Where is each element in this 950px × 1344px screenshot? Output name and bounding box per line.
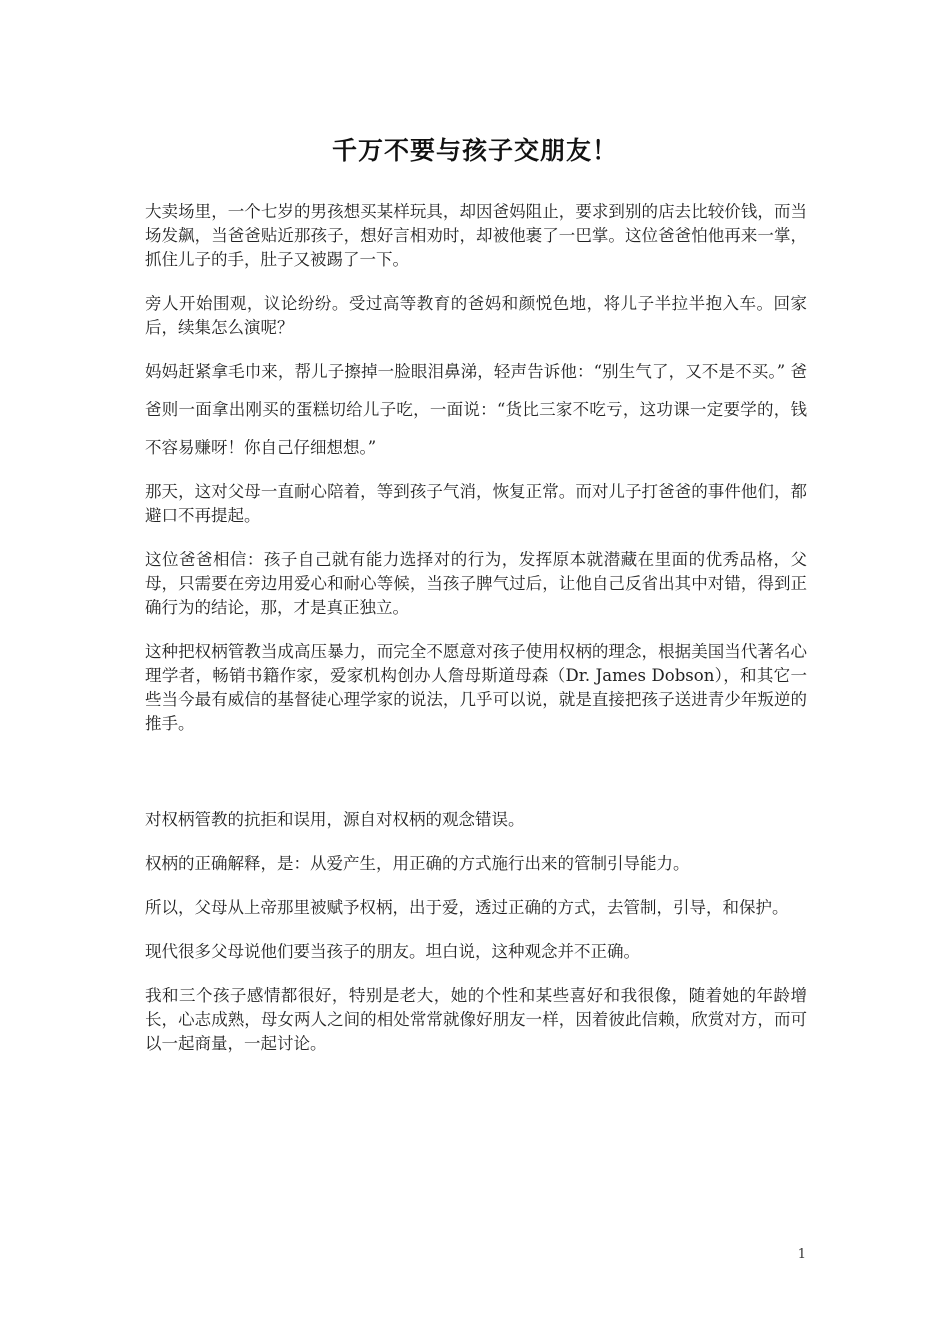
blank-line — [145, 756, 807, 808]
page-number: 1 — [797, 1247, 806, 1262]
paragraph: 这位爸爸相信：孩子自己就有能力选择对的行为，发挥原本就潜藏在里面的优秀品格，父母，只需要在旁边用爱心和耐心等候，当孩子脾气过后，让他自己反省出其中对错，得到正确行为的结论，那，才是真正独立。 — [145, 550, 807, 617]
document-title: 千万不要与孩子交朋友！ — [331, 136, 618, 165]
paragraph: 妈妈赶紧拿毛巾来，帮儿子擦掉一脸眼泪鼻涕，轻声告诉他：“别生气了，又不是不买。” 爸爸则一面拿出刚买的蛋糕切给儿子吃，一面说：“货比三家不吃亏，这功课一定要学的，钱不容易赚呀！你自己仔细想想。” — [145, 362, 807, 457]
paragraph: 所以，父母从上帝那里被赋予权柄，出于爱，透过正确的方式，去管制，引导，和保护。 — [145, 898, 789, 917]
paragraph: 那天，这对父母一直耐心陪着，等到孩子气消，恢复正常。而对儿子打爸爸的事件他们，都避口不再提起。 — [145, 482, 807, 525]
paragraph: 旁人开始围观，议论纷纷。受过高等教育的爸妈和颜悦色地，将儿子半拉半抱入车。回家后，续集怎么演呢？ — [145, 294, 807, 337]
paragraph: 现代很多父母说他们要当孩子的朋友。坦白说，这种观念并不正确。 — [145, 942, 640, 961]
paragraph: 对权柄管教的抗拒和误用，源自对权柄的观念错误。 — [145, 810, 525, 829]
paragraph: 这种把权柄管教当成高压暴力，而完全不愿意对孩子使用权柄的理念，根据美国当代著名心理学者，畅销书籍作家，爱家机构创办人詹母斯道母森（Dr. James Dobson），和其它一些当今最有威信的基督徒心理学家的说法，几乎可以说，就是直接把孩子送进青少年叛逆的推手。 — [145, 642, 807, 733]
paragraph: 权柄的正确解释，是：从爱产生，用正确的方式施行出来的管制引导能力。 — [145, 854, 690, 873]
paragraph: 我和三个孩子感情都很好，特别是老大，她的个性和某些喜好和我很像，随着她的年龄增长，心志成熟，母女两人之间的相处常常就像好朋友一样，因着彼此信赖，欣赏对方，而可以一起商量，一起讨论。 — [145, 986, 807, 1053]
document-body — [145, 200, 807, 1076]
paragraph: 大卖场里，一个七岁的男孩想买某样玩具，却因爸妈阻止，要求到别的店去比较价钱，而当场发飙，当爸爸贴近那孩子，想好言相劝时，却被他裹了一巴掌。这位爸爸怕他再来一掌，抓住儿子的手，肚子又被踢了一下。 — [145, 202, 807, 269]
